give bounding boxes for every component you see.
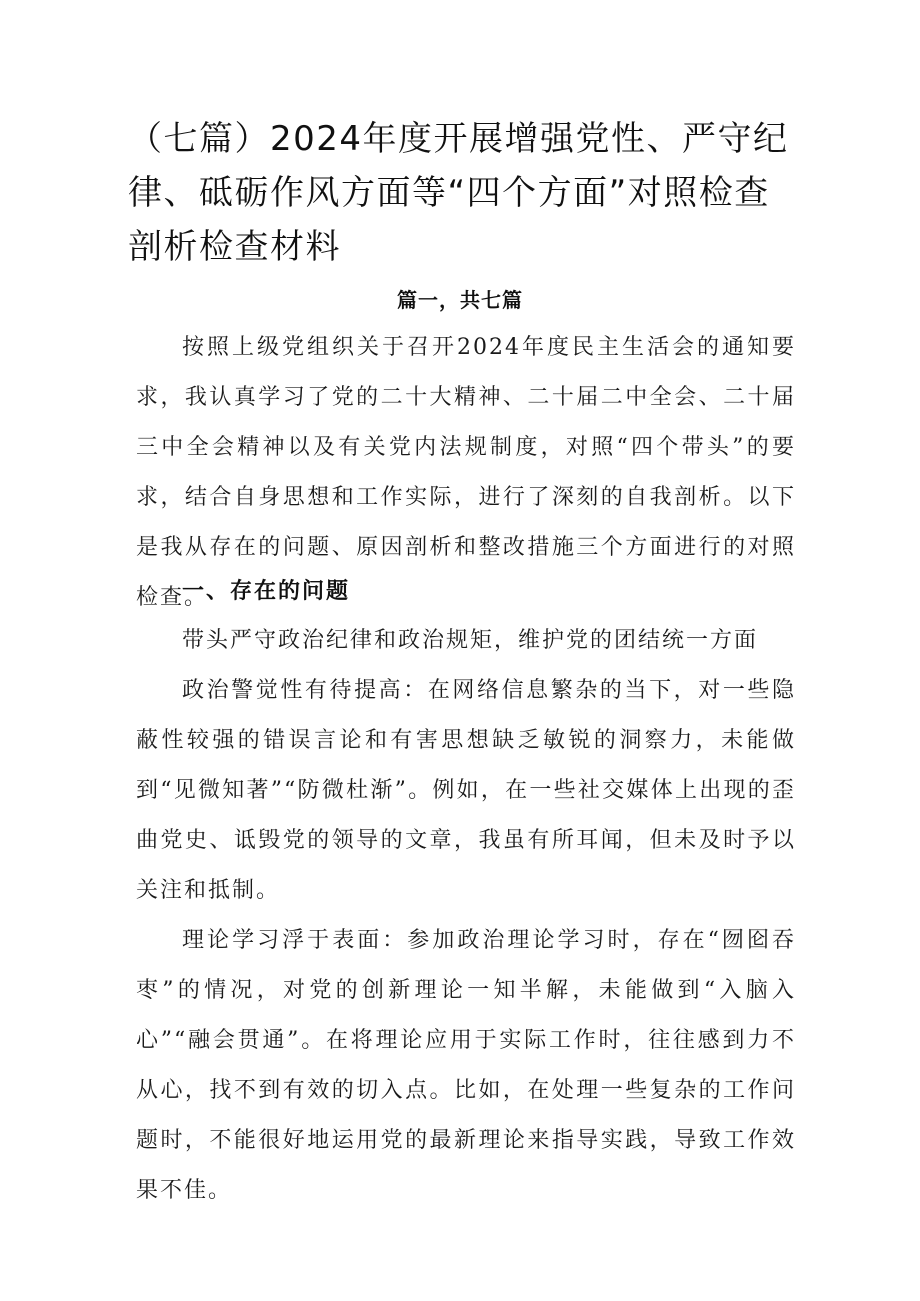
paragraph-political-alertness: 政治警觉性有待提高：在网络信息繁杂的当下，对一些隐蔽性较强的错误言论和有害思想缺乏敏锐的洞察力，未能做到“见微知著”“防微杜渐”。例如，在一些社交媒体上出现的歪曲党史、诋毁党的领导的文章，我虽有所耳闻，但未及时予以关注和抵制。 <box>136 678 796 903</box>
title-line-2: 律、砥砺作风方面等“四个方面”对照检查 <box>128 173 770 213</box>
document-title <box>128 112 808 274</box>
document-subtitle: 篇一，共七篇 <box>397 288 523 312</box>
section-block <box>136 566 796 1216</box>
subsection-title: 带头严守政治纪律和政治规矩，维护党的团结统一方面 <box>182 628 759 653</box>
title-line-3: 剖析检查材料 <box>128 227 341 267</box>
section-heading: 一、存在的问题 <box>182 578 351 604</box>
intro-paragraph: 按照上级党组织关于召开2024年度民主生活会的通知要求，我认真学习了党的二十大精神、二十届二中全会、二十届三中全会精神以及有关党内法规制度，对照“四个带头”的要求，结合自身思想和工作实际，进行了深刻的自我剖析。以下是我从存在的问题、原因剖析和整改措施三个方面进行的对照检查。 <box>136 335 796 610</box>
paragraph-theory-study: 理论学习浮于表面：参加政治理论学习时，存在“囫囵吞枣”的情况，对党的创新理论一知半解，未能做到“入脑入心”“融会贯通”。在将理论应用于实际工作时，往往感到力不从心，找不到有效的切入点。比如，在处理一些复杂的工作问题时，不能很好地运用党的最新理论来指导实践，导致工作效果不佳。 <box>136 928 796 1203</box>
title-line-1: （七篇）2024年度开展增强党性、严守纪 <box>128 119 789 159</box>
